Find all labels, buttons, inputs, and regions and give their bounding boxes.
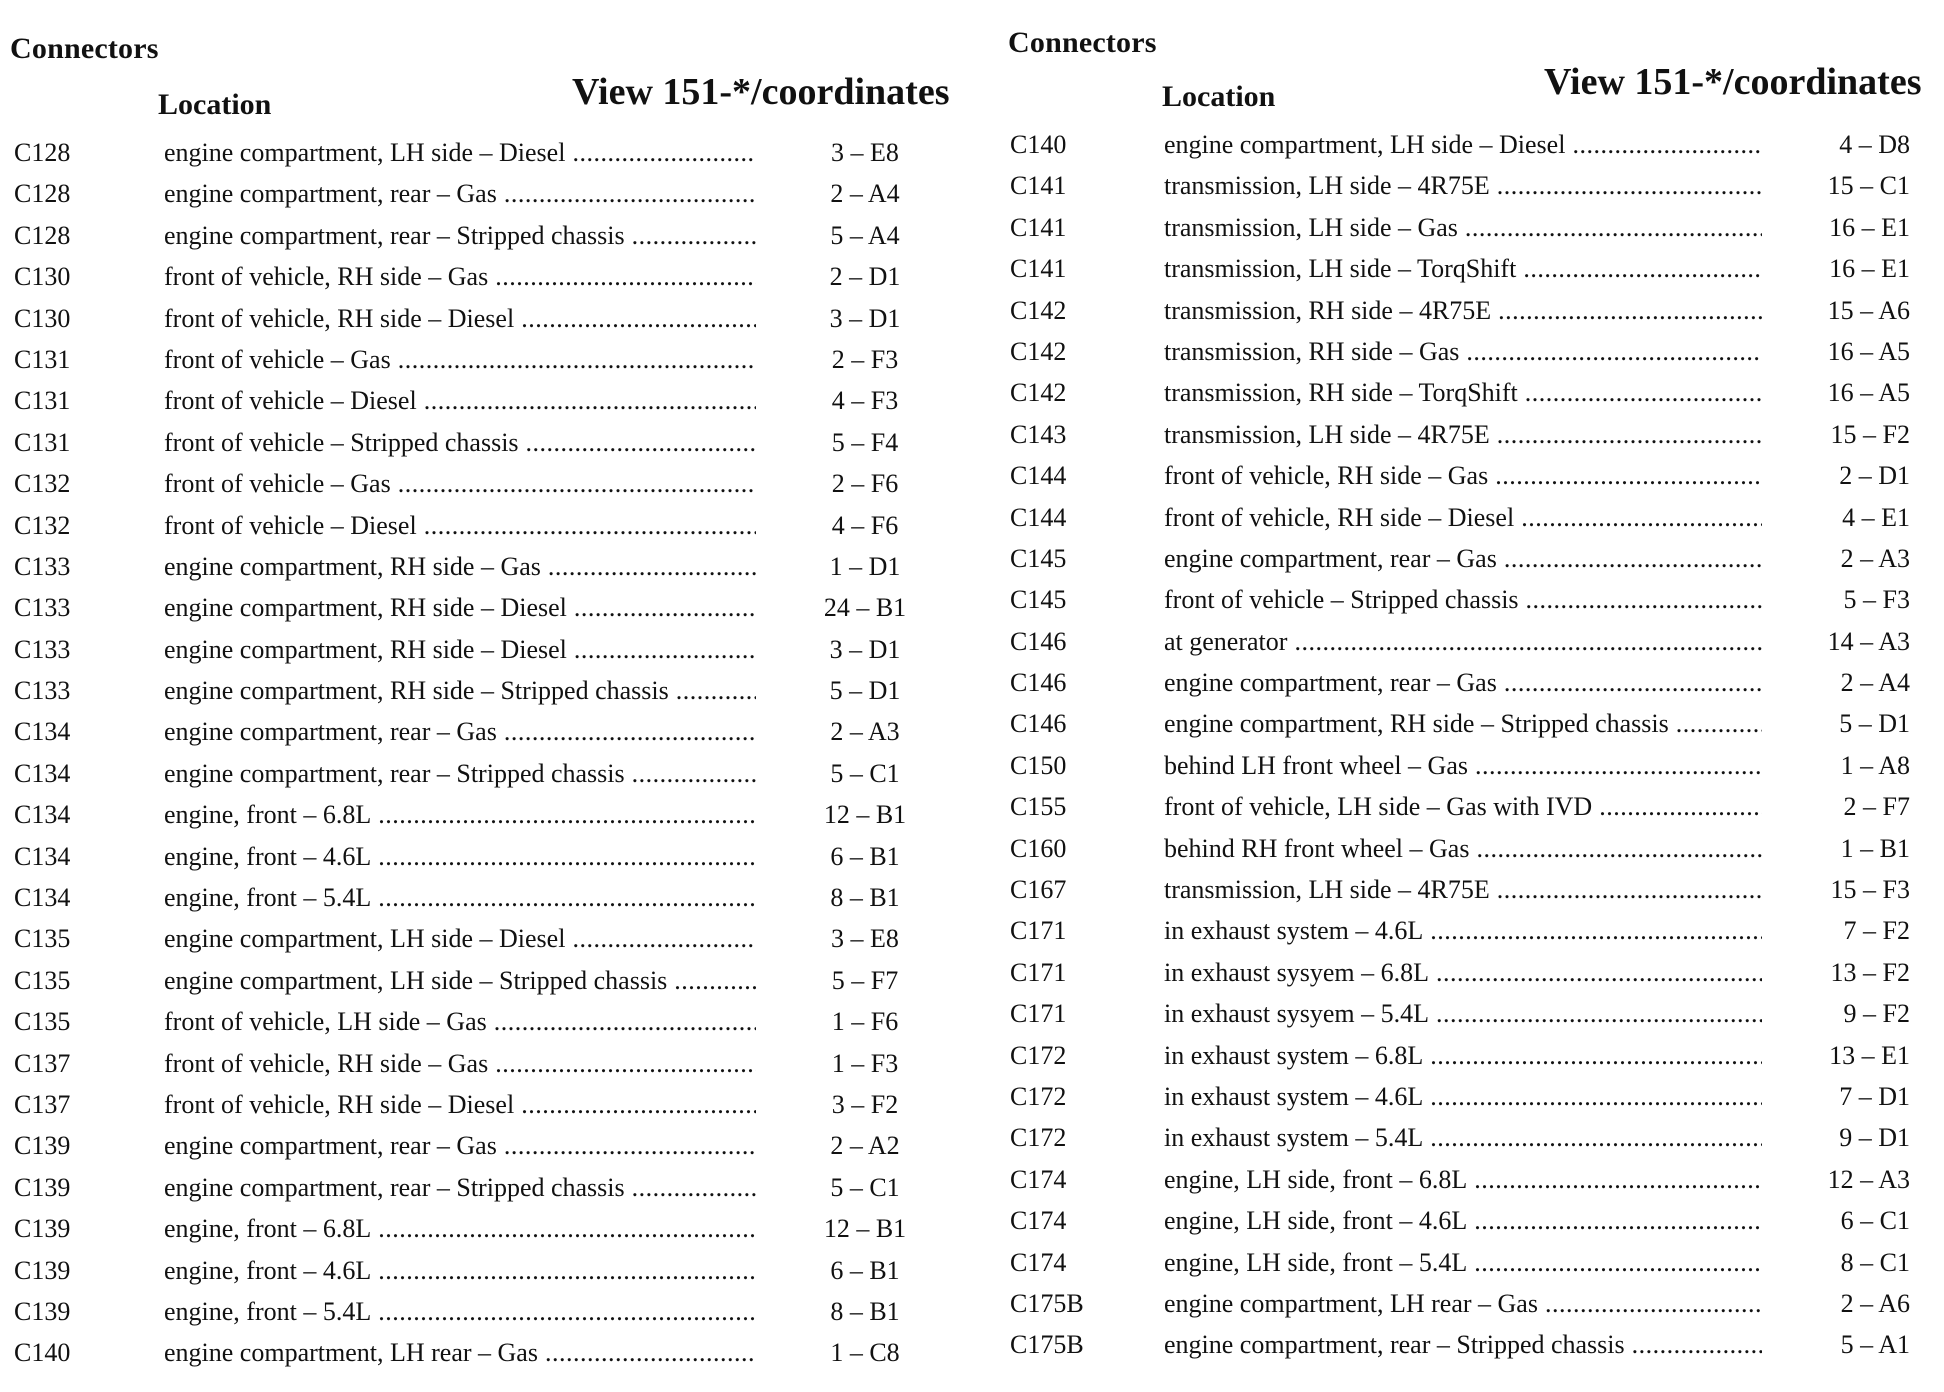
connector-row [1000, 703, 1944, 744]
connector-list [0, 132, 960, 1374]
connector-location: transmission, LH side – Gas ..... [1164, 207, 1762, 248]
connector-location: engine, front – 5.4L ..... [164, 1291, 756, 1332]
connector-id: C172 [1010, 1040, 1067, 1070]
connector-row [0, 546, 960, 587]
connector-row [0, 587, 960, 628]
connector-row [1000, 1242, 1944, 1283]
connector-row [0, 422, 960, 463]
connector-row [0, 960, 960, 1001]
connector-row [1000, 1324, 1944, 1365]
connector-location: behind LH front wheel – Gas ..... [1164, 745, 1762, 786]
connector-location: at generator ..... [1164, 621, 1762, 662]
connector-row [0, 1250, 960, 1291]
connector-row [1000, 248, 1944, 289]
connector-row [0, 1208, 960, 1249]
view-coordinate: 3 – D1 [829, 303, 901, 333]
connector-id: C145 [1010, 585, 1067, 615]
connector-location: front of vehicle – Diesel ..... [164, 505, 756, 546]
view-coordinate: 6 – B1 [830, 841, 900, 871]
view-coordinate: 4 – D8 [1839, 130, 1910, 159]
connector-row [0, 711, 960, 752]
connector-location: front of vehicle – Stripped chassis ..... [1164, 579, 1762, 620]
connector-location: engine compartment, RH side – Diesel ..... [164, 587, 756, 628]
connector-row [1000, 290, 1944, 331]
connector-row [0, 629, 960, 670]
connector-id: C134 [14, 841, 71, 871]
view-coordinate: 6 – C1 [1840, 1206, 1910, 1236]
connector-row [0, 380, 960, 421]
connector-location: in exhaust system – 5.4L ..... [1164, 1117, 1762, 1158]
view-coordinate: 9 – F2 [1843, 999, 1910, 1029]
connector-id: C134 [14, 800, 71, 830]
view-coordinate: 8 – C1 [1840, 1247, 1910, 1277]
view-coordinate: 13 – E1 [1829, 1040, 1910, 1070]
connector-id: C145 [1010, 543, 1067, 573]
connector-location: engine, LH side, front – 6.8L ..... [1164, 1159, 1762, 1200]
connector-location: engine compartment, RH side – Stripped chassis ..... [164, 670, 756, 711]
connector-id: C140 [14, 1338, 71, 1368]
connector-location: engine, front – 6.8L ..... [164, 1208, 756, 1249]
section-heading: Connectors [10, 32, 159, 65]
view-coordinate: 13 – F2 [1830, 957, 1910, 987]
connector-id: C133 [14, 551, 71, 581]
connector-location: engine, front – 6.8L ..... [164, 794, 756, 835]
view-coordinate: 1 – F6 [831, 1007, 899, 1037]
connector-id: C139 [14, 1214, 71, 1244]
connector-id: C141 [1010, 212, 1067, 242]
connector-location: engine compartment, LH side – Diesel ..... [1164, 124, 1762, 165]
connector-location: front of vehicle, LH side – Gas ..... [164, 1001, 756, 1042]
connector-row [0, 215, 960, 256]
connector-location: engine, LH side, front – 5.4L ..... [1164, 1242, 1762, 1283]
view-coordinate: 8 – B1 [830, 1296, 900, 1326]
connector-id: C131 [14, 386, 71, 416]
connector-row [0, 794, 960, 835]
connector-id: C139 [14, 1296, 71, 1326]
connector-location: engine compartment, RH side – Diesel ..... [164, 629, 756, 670]
connector-row [1000, 579, 1944, 620]
connector-id: C146 [1010, 668, 1067, 698]
view-coordinate: 15 – F2 [1830, 419, 1910, 449]
view-coordinate: 6 – B1 [830, 1255, 900, 1285]
view-coordinate: 5 – F3 [1843, 585, 1910, 615]
view-coordinate: 2 – D1 [829, 262, 901, 292]
connector-row [1000, 1035, 1944, 1076]
connector-id: C141 [1010, 254, 1067, 284]
connector-id: C172 [1010, 1081, 1067, 1111]
view-coordinate: 2 – A3 [1840, 543, 1910, 573]
view-coordinate: 3 – D1 [829, 634, 901, 664]
connector-id: C150 [1010, 750, 1067, 780]
connector-location: engine compartment, rear – Stripped chassis ..... [164, 753, 756, 794]
connector-row [1000, 910, 1944, 951]
connector-list [1000, 124, 1944, 1366]
connector-location: in exhaust system – 6.8L ..... [1164, 1035, 1762, 1076]
view-coordinate: 14 – A3 [1827, 626, 1910, 656]
connector-location: front of vehicle, RH side – Diesel ..... [164, 1084, 756, 1125]
connector-id: C137 [14, 1048, 71, 1078]
connector-row [0, 463, 960, 504]
view-coordinate: 1 – F3 [831, 1048, 899, 1078]
view-coordinate: 5 – D1 [829, 676, 901, 706]
connector-location: front of vehicle, RH side – Gas ..... [164, 1043, 756, 1084]
connector-row [0, 1291, 960, 1332]
section-heading: Connectors [1008, 26, 1157, 59]
connector-id: C140 [1010, 130, 1067, 159]
connector-row [1000, 538, 1944, 579]
view-coordinate: 5 – F7 [831, 965, 899, 995]
connector-location: transmission, RH side – 4R75E ..... [1164, 290, 1762, 331]
connector-row [1000, 1283, 1944, 1324]
connector-location: transmission, RH side – Gas ..... [1164, 331, 1762, 372]
connector-row [1000, 1076, 1944, 1117]
connector-location: engine compartment, LH side – Diesel ..... [164, 918, 756, 959]
connector-location: engine compartment, rear – Gas ..... [1164, 538, 1762, 579]
connector-id: C144 [1010, 461, 1067, 491]
connector-id: C134 [14, 883, 71, 913]
connector-id: C133 [14, 634, 71, 664]
connector-row [0, 132, 960, 173]
view-coordinate: 4 – F6 [831, 510, 899, 540]
connector-row [0, 670, 960, 711]
connector-id: C128 [14, 220, 71, 250]
connector-id: C132 [14, 469, 71, 499]
connector-row [1000, 165, 1944, 206]
view-coordinate: 5 – A4 [830, 220, 900, 250]
connector-location: engine compartment, RH side – Stripped chassis ..... [1164, 703, 1762, 744]
view-coordinate: 16 – E1 [1829, 254, 1910, 284]
connector-id: C144 [1010, 502, 1067, 532]
view-coordinate: 3 – E8 [831, 138, 899, 167]
connector-id: C142 [1010, 378, 1067, 408]
connector-location: engine compartment, rear – Stripped chassis ..... [1164, 1324, 1762, 1365]
view-coordinate: 5 – C1 [830, 1172, 900, 1202]
connector-row [1000, 207, 1944, 248]
connector-id: C174 [1010, 1206, 1067, 1236]
connector-id: C146 [1010, 626, 1067, 656]
connector-id: C167 [1010, 875, 1067, 905]
connector-location: in exhaust system – 4.6L ..... [1164, 910, 1762, 951]
view-coordinate: 9 – D1 [1839, 1123, 1910, 1153]
connector-id: C142 [1010, 336, 1067, 366]
view-coordinate: 16 – A5 [1827, 336, 1910, 366]
connector-row [1000, 1117, 1944, 1158]
connector-row [0, 505, 960, 546]
connector-location: front of vehicle, LH side – Gas with IVD ..... [1164, 786, 1762, 827]
view-coordinate: 16 – A5 [1827, 378, 1910, 408]
view-coordinates-column-header: View 151-*/coordinates [1544, 61, 1922, 103]
connector-row [1000, 1200, 1944, 1241]
connector-location: front of vehicle – Stripped chassis ..... [164, 422, 756, 463]
connector-location: engine compartment, rear – Gas ..... [164, 1125, 756, 1166]
connector-id: C141 [1010, 171, 1067, 201]
connector-row [1000, 828, 1944, 869]
connector-row [0, 1167, 960, 1208]
view-coordinate: 2 – A3 [830, 717, 900, 747]
connector-id: C172 [1010, 1123, 1067, 1153]
connector-id: C175B [1010, 1330, 1084, 1360]
connector-location: in exhaust system – 4.6L ..... [1164, 1076, 1762, 1117]
connector-row [0, 918, 960, 959]
connector-location: behind RH front wheel – Gas ..... [1164, 828, 1762, 869]
view-coordinate: 15 – F3 [1830, 875, 1910, 905]
view-coordinate: 15 – A6 [1827, 295, 1910, 325]
view-coordinate: 5 – C1 [830, 758, 900, 788]
view-coordinate: 16 – E1 [1829, 212, 1910, 242]
connector-location: transmission, RH side – TorqShift ..... [1164, 372, 1762, 413]
connector-row [1000, 662, 1944, 703]
view-coordinate: 7 – D1 [1839, 1081, 1910, 1111]
connector-location: front of vehicle – Gas ..... [164, 463, 756, 504]
connector-location: engine compartment, LH side – Diesel ..... [164, 132, 756, 173]
connector-row [0, 1043, 960, 1084]
connector-id: C131 [14, 344, 71, 374]
view-coordinate: 1 – B1 [1840, 833, 1910, 863]
connector-id: C171 [1010, 957, 1067, 987]
view-coordinate: 2 – A6 [1840, 1288, 1910, 1318]
connector-row [0, 256, 960, 297]
connector-row [1000, 621, 1944, 662]
view-coordinate: 12 – A3 [1827, 1164, 1910, 1194]
connector-id: C133 [14, 676, 71, 706]
connector-id: C139 [14, 1172, 71, 1202]
view-coordinate: 2 – D1 [1839, 461, 1910, 491]
connector-id: C131 [14, 427, 71, 457]
connector-row [1000, 1159, 1944, 1200]
connector-id: C128 [14, 179, 71, 209]
connector-location: front of vehicle, RH side – Diesel ..... [1164, 497, 1762, 538]
connector-location: engine compartment, rear – Gas ..... [1164, 662, 1762, 703]
connector-row [1000, 455, 1944, 496]
connector-row [0, 1001, 960, 1042]
location-column-header: Location [158, 88, 272, 121]
view-coordinate: 8 – B1 [830, 883, 900, 913]
connector-id: C130 [14, 262, 71, 292]
connector-row [1000, 869, 1944, 910]
connector-row [0, 877, 960, 918]
connector-id: C142 [1010, 295, 1067, 325]
connector-id: C146 [1010, 709, 1067, 739]
connector-id: C139 [14, 1255, 71, 1285]
connector-location: front of vehicle, RH side – Gas ..... [1164, 455, 1762, 496]
connector-location: engine compartment, rear – Gas ..... [164, 711, 756, 752]
view-coordinate: 1 – D1 [829, 551, 901, 581]
connector-id: C174 [1010, 1247, 1067, 1277]
view-coordinate: 3 – F2 [831, 1089, 899, 1119]
connector-id: C132 [14, 510, 71, 540]
connector-location: transmission, LH side – 4R75E ..... [1164, 869, 1762, 910]
left-connector-column [0, 0, 960, 1392]
connector-location: front of vehicle, RH side – Diesel ..... [164, 298, 756, 339]
view-coordinate: 1 – C8 [830, 1338, 900, 1368]
connector-location: engine, front – 5.4L ..... [164, 877, 756, 918]
right-connector-column [1000, 0, 1944, 1392]
connector-row [0, 173, 960, 214]
connector-id: C155 [1010, 792, 1067, 822]
connector-row [1000, 993, 1944, 1034]
connector-row [1000, 952, 1944, 993]
view-coordinate: 2 – F6 [831, 469, 899, 499]
connector-location: engine compartment, rear – Stripped chassis ..... [164, 215, 756, 256]
view-coordinate: 1 – A8 [1840, 750, 1910, 780]
connector-id: C143 [1010, 419, 1067, 449]
connector-id: C171 [1010, 999, 1067, 1029]
connector-id: C128 [14, 138, 71, 167]
view-coordinate: 24 – B1 [823, 593, 907, 623]
connector-location: engine compartment, rear – Gas ..... [164, 173, 756, 214]
connector-row [0, 1084, 960, 1125]
connector-row [1000, 414, 1944, 455]
connector-row [1000, 497, 1944, 538]
connector-row [1000, 331, 1944, 372]
connector-location: transmission, LH side – 4R75E ..... [1164, 165, 1762, 206]
view-coordinate: 2 – A2 [830, 1131, 900, 1161]
connector-location: engine, front – 4.6L ..... [164, 1250, 756, 1291]
view-coordinate: 7 – F2 [1843, 916, 1910, 946]
view-coordinates-column-header: View 151-*/coordinates [572, 71, 950, 113]
view-coordinate: 2 – A4 [1840, 668, 1910, 698]
connector-id: C135 [14, 924, 71, 954]
connector-id: C134 [14, 758, 71, 788]
connector-location: front of vehicle, RH side – Gas ..... [164, 256, 756, 297]
location-column-header: Location [1162, 80, 1276, 113]
connector-id: C135 [14, 965, 71, 995]
view-coordinate: 5 – D1 [1839, 709, 1910, 739]
view-coordinate: 12 – B1 [823, 800, 907, 830]
connector-row [1000, 124, 1944, 165]
connector-id: C160 [1010, 833, 1067, 863]
connector-id: C171 [1010, 916, 1067, 946]
connector-row [0, 339, 960, 380]
connector-row [0, 1125, 960, 1166]
view-coordinate: 5 – F4 [831, 427, 899, 457]
connector-id: C130 [14, 303, 71, 333]
connector-location: engine compartment, LH side – Stripped chassis ..... [164, 960, 756, 1001]
view-coordinate: 2 – F7 [1843, 792, 1910, 822]
view-coordinate: 15 – C1 [1827, 171, 1910, 201]
view-coordinate: 12 – B1 [823, 1214, 907, 1244]
view-coordinate: 4 – E1 [1842, 502, 1910, 532]
connector-location: in exhaust sysyem – 6.8L ..... [1164, 952, 1762, 993]
connector-id: C133 [14, 593, 71, 623]
connector-location: engine compartment, LH rear – Gas ..... [164, 1332, 756, 1373]
connector-location: engine compartment, RH side – Gas ..... [164, 546, 756, 587]
view-coordinate: 2 – F3 [831, 344, 899, 374]
connector-row [1000, 372, 1944, 413]
connector-row [0, 298, 960, 339]
connector-id: C174 [1010, 1164, 1067, 1194]
connector-row [1000, 786, 1944, 827]
connector-id: C135 [14, 1007, 71, 1037]
view-coordinate: 4 – F3 [831, 386, 899, 416]
connector-location: engine, LH side, front – 4.6L ..... [1164, 1200, 1762, 1241]
connector-location: engine compartment, rear – Stripped chassis ..... [164, 1167, 756, 1208]
connector-location: front of vehicle – Diesel ..... [164, 380, 756, 421]
connector-location: in exhaust sysyem – 5.4L ..... [1164, 993, 1762, 1034]
view-coordinate: 5 – A1 [1840, 1330, 1910, 1360]
connector-id: C175B [1010, 1288, 1084, 1318]
connector-row [0, 753, 960, 794]
connector-id: C139 [14, 1131, 71, 1161]
connector-location: transmission, LH side – TorqShift ..... [1164, 248, 1762, 289]
connector-row [0, 836, 960, 877]
connector-id: C137 [14, 1089, 71, 1119]
connector-location: front of vehicle – Gas ..... [164, 339, 756, 380]
view-coordinate: 2 – A4 [830, 179, 900, 209]
view-coordinate: 3 – E8 [831, 924, 899, 954]
connector-row [1000, 745, 1944, 786]
connector-location: transmission, LH side – 4R75E ..... [1164, 414, 1762, 455]
connector-location: engine, front – 4.6L ..... [164, 836, 756, 877]
connector-row [0, 1332, 960, 1373]
connector-id: C134 [14, 717, 71, 747]
connector-location: engine compartment, LH rear – Gas ..... [1164, 1283, 1762, 1324]
